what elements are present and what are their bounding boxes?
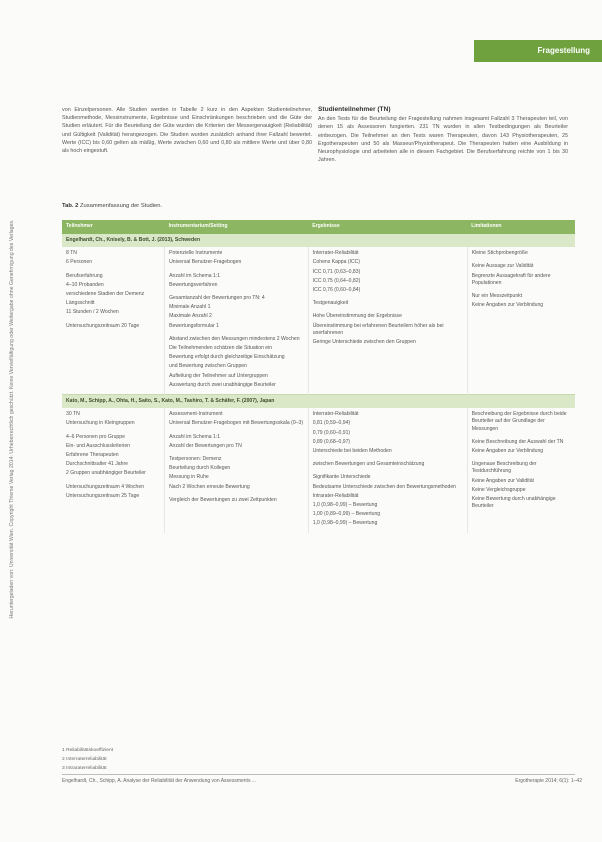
column-header: Ergebnisse — [308, 220, 467, 234]
study-cell-ergebnisse — [308, 408, 467, 532]
cell-line: 4–6 Personen pro Gruppe — [66, 433, 125, 440]
cell-line: Abstand zwischen den Messungen mindestens 2 Wochen — [169, 335, 300, 342]
study-data-row — [62, 408, 575, 532]
cell-line: verschiedene Stadien der Demenz — [66, 291, 145, 298]
table-caption-text: Zusammenfassung der Studien. — [79, 203, 163, 209]
cell-line: Untersuchungszeitraum 25 Tage — [66, 492, 140, 499]
footer-citation: Engelhardt, Ch., Schipp, A. Analyse der Reliabilität der Anwendung von Assessments ... — [62, 778, 257, 784]
cell-line: Signifikante Unterschiede — [312, 474, 371, 481]
body-right-column — [318, 106, 568, 164]
cell-line: Minimale Anzahl 1 — [169, 304, 211, 311]
study-cell-teilnehmer — [62, 247, 165, 394]
cell-line: 0,89 (0,68–0,97) — [312, 438, 351, 445]
footnote: 3 Intraraterreliabilität — [62, 766, 107, 771]
cell-line: Beschreibung der Ergebnisse durch beide Beurteiler auf der Grundlage der Messungen — [471, 411, 567, 432]
study-cell-ergebnisse — [308, 247, 467, 394]
cell-line: Hohe Übereinstimmung der Ergebnisse — [312, 313, 402, 320]
cell-line: Untersuchung in Kleingruppen — [66, 420, 135, 427]
cell-line: Gesamtanzahl der Bewertungen pro TN: 4 — [169, 295, 265, 302]
cell-line: 30 TN — [66, 411, 80, 418]
table-caption — [62, 203, 162, 209]
table-header-row — [62, 220, 575, 234]
cell-line: 8 TN — [66, 250, 77, 257]
studies-table — [62, 220, 575, 533]
cell-line: Begrenzte Aussagekraft für andere Populationen — [471, 272, 551, 286]
cell-line: Nach 2 Wochen erneute Bewertung — [169, 483, 250, 490]
cell-line: und Bewertung zwischen Gruppen — [169, 363, 247, 370]
table-caption-label: Tab. 2 — [62, 203, 79, 209]
cell-line: Anzahl im Schema 1:1 — [169, 272, 221, 279]
cell-line: Potenzielle Instrumente — [169, 250, 223, 257]
cell-line: Keine Bewertung durch unabhängige Beurteiler — [471, 496, 556, 510]
cell-line: ICC 0,71 (0,63–0,83) — [312, 268, 361, 275]
column-header: Instrumentarium/Setting — [165, 220, 309, 234]
cell-line: Keine Vergleichsgruppe — [471, 486, 526, 493]
footnote: 1 Reliabilitätskoeffizient — [62, 748, 114, 753]
cell-line: Kleine Stichprobengröße — [471, 250, 528, 257]
cell-line: Berufserfahrung — [66, 272, 103, 279]
column-header: Limitationen — [467, 220, 575, 234]
cell-line: Universal Benutzer-Fragebogen mit Bewertungsskala (0–3) — [169, 420, 304, 427]
cell-line: Messung in Ruhe — [169, 474, 209, 481]
cell-line: Untersuchungszeitraum 4 Wochen — [66, 483, 145, 490]
study-citation-row — [62, 395, 575, 409]
cell-line: Bewertungsformular 1 — [169, 322, 219, 329]
study-cell-instrument — [165, 408, 309, 532]
cell-line: Untersuchungszeitraum 20 Tage — [66, 322, 140, 329]
cell-line: 1,0 (0,98–0,99) – Bewertung — [312, 520, 378, 527]
study-cell-limitationen — [467, 247, 575, 394]
cell-line: ICC 0,75 (0,64–0,82) — [312, 277, 361, 284]
right-paragraph: An den Tests für die Beurteilung der Fragestellung nahmen insgesamt Fallzahl 3 Therapeuten teil, von denen 15 als Assessoren fungierten. 231 TN wurden in allen Testbedingungen als Beurteiler einbezogen. Die Teilnehmer an den Tests waren Therapeuten, davon 143 Physiotherapeuten, 25 Ergotherapeuten und 50 als Masseur/Physiotherapeut. Die Therapeuten hatten eine Ausbildung in Neurophysiologie und arbeiteten alle in diesem Fachgebiet. Die Berufserfahrung reichte von 1 bis 30 Jahren. — [318, 116, 568, 164]
study-data-row — [62, 247, 575, 394]
cell-line: Durchschnittsalter 41 Jahre — [66, 461, 129, 468]
cell-line: Keine Angaben zur Verblindung — [471, 302, 544, 309]
cell-line: 1,00 (0,89–0,99) – Bewertung — [312, 511, 381, 518]
study-cell-teilnehmer — [62, 408, 165, 532]
cell-line: Assessment-Instrument — [169, 411, 223, 418]
study-citation-row — [62, 234, 575, 247]
cell-line: Aufteilung der Teilnehmer auf Untergruppen — [169, 372, 268, 379]
cell-line: Testpersonen: Demenz — [169, 456, 222, 463]
cell-line: Geringe Unterschiede zwischen den Gruppen — [312, 339, 416, 346]
cell-line: Anzahl der Bewertungen pro TN — [169, 442, 242, 449]
body-left-column — [62, 106, 312, 155]
cell-line: Längsschnitt — [66, 300, 95, 307]
cell-line: Bedeutsame Unterschiede zwischen den Bewertungsmethoden — [312, 483, 456, 490]
left-paragraph: von Einzelpersonen. Alle Studien werden in Tabelle 2 kurz in den Aspekten Studienteilnehmer, Studienmethode, Messinstrumente, Ergebnisse und Einschränkungen beschrieben und die Güte der Studien erläutert. Für die Beurteilung der Güte wurden die Kriterien der Messergenauigkeit (Reliabilität) und Gültigkeit (Validität) herangezogen. Die Studien wurden zusätzlich anhand ihrer Fallzahl bewertet. Werte (ICC) bis 0,60 gelten als mäßig, Werte zwischen 0,60 und 0,80 als mittlere Werte und über 0,80 als hoch eingestuft. — [62, 107, 312, 155]
cell-line: Vergleich der Bewertungen zu zwei Zeitpunkten — [169, 496, 277, 503]
rights-sidebar — [4, 74, 20, 764]
cell-line: Nur ein Messzeitpunkt — [471, 293, 523, 300]
cell-line: Maximale Anzahl 2 — [169, 313, 212, 320]
cell-line: Auswertung durch zwei unabhängige Beurteiler — [169, 381, 276, 388]
footnote: 2 Interraterreliabilität — [62, 757, 107, 762]
cell-line: Testgenauigkeit — [312, 300, 349, 307]
cell-line: Keine Beschreibung der Auswahl der TN — [471, 438, 564, 445]
cell-line: Unterschiede bei beiden Methoden — [312, 448, 392, 455]
cell-line: Anzahl im Schema 1:1 — [169, 433, 221, 440]
cell-line: Bewertungsverfahren — [169, 281, 218, 288]
cell-line: Interrater-Reliabilität — [312, 250, 359, 257]
cell-line: Keine Aussage zur Validität — [471, 263, 534, 270]
footnotes — [62, 746, 113, 773]
cell-line: Keine Angaben zur Verblindung — [471, 448, 544, 455]
cell-line: ICC 0,76 (0,60–0,84) — [312, 287, 361, 294]
cell-line: Ein- und Ausschlusskriterien — [66, 442, 130, 449]
rights-note: Heruntergeladen von: Universität Wien. Copyright Thieme Verlag 2014. Urheberrechtlich geschützt. Keine Vervielfältigung oder Weitergabe ohne Genehmigung des Verlages. — [9, 219, 15, 619]
cell-line: 4–10 Probanden — [66, 281, 104, 288]
study-citation: Kato, M., Schipp, A., Ohta, H., Saito, S., Kato, M., Tashiro, T. & Schäfer, F. (2007), Japan — [62, 395, 575, 409]
table-body — [62, 234, 575, 533]
cell-line: Ungenaue Beschreibung der Testdurchführung — [471, 461, 537, 475]
study-cell-limitationen — [467, 408, 575, 532]
cell-line: Keine Angaben zur Validität — [471, 477, 534, 484]
cell-line: Die Teilnehmenden schätzen die Situation ein — [169, 345, 273, 352]
cell-line: 1,0 (0,98–0,99) – Bewertung — [312, 502, 378, 509]
cell-line: 11 Stunden / 2 Wochen — [66, 309, 119, 316]
cell-line: 6 Personen — [66, 259, 93, 266]
study-cell-instrument — [165, 247, 309, 394]
cell-line: Bewertung erfolgt durch gleichzeitige Einschätzung — [169, 354, 285, 361]
section-heading: Studienteilnehmer (TN) — [318, 106, 391, 113]
cell-line: 0,81 (0,59–0,94) — [312, 420, 351, 427]
column-header: Teilnehmer — [62, 220, 165, 234]
section-tab: Fragestellung — [474, 40, 602, 62]
cell-line: 0,79 (0,60–0,91) — [312, 429, 351, 436]
cell-line: Interrater-Reliabilität — [312, 411, 359, 418]
cell-line: Universal Benutzer-Fragebogen — [169, 259, 242, 266]
footer-journal: Ergotherapie 2014; 6(1): 1–42 — [515, 778, 582, 784]
cell-line: Beurteilung durch Kollegen — [169, 465, 231, 472]
cell-line: Cohens Kappa (ICC) — [312, 259, 361, 266]
cell-line: Übereinstimmung bei erfahrenen Beurteilern höher als bei unerfahrenen — [312, 322, 444, 336]
cell-line: zwischen Bewertungen und Gesamteinschätzung — [312, 461, 425, 468]
cell-line: Intrarater-Reliabilität — [312, 492, 359, 499]
study-citation: Engelhardt, Ch., Knisely, B. & Bott, J. (2013), Schweden — [62, 234, 575, 247]
footer-divider — [62, 774, 575, 775]
cell-line: 2 Gruppen unabhängiger Beurteiler — [66, 470, 146, 477]
cell-line: Erfahrene Therapeuten — [66, 452, 119, 459]
